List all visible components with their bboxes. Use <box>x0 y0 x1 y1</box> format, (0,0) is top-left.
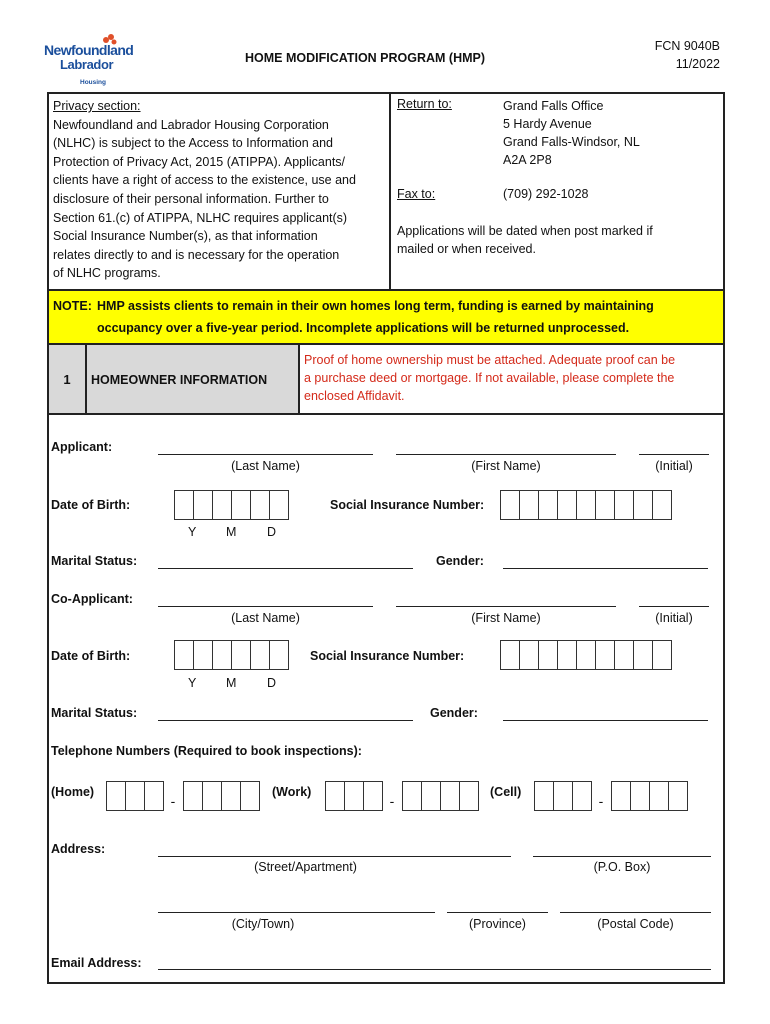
last-name-caption: (Last Name) <box>231 611 300 625</box>
coapplicant-sin-boxes[interactable] <box>500 640 671 670</box>
privacy-heading: Privacy section: <box>53 99 141 113</box>
coapplicant-last-name-field[interactable] <box>158 606 373 607</box>
m-caption: M <box>226 676 237 690</box>
phone-box[interactable] <box>402 781 422 811</box>
address-line: A2A 2P8 <box>503 153 552 167</box>
gender-label: Gender: <box>430 706 478 720</box>
privacy-line: Social Insurance Number(s), as that information <box>53 229 318 244</box>
note-prefix: NOTE: <box>53 299 92 313</box>
work-phone-boxes[interactable] <box>325 781 478 811</box>
city-field[interactable] <box>158 912 435 913</box>
phone-box[interactable] <box>183 781 203 811</box>
dob-box[interactable] <box>174 490 194 520</box>
phone-box[interactable] <box>421 781 441 811</box>
dob-box[interactable] <box>212 640 232 670</box>
dob-box[interactable] <box>212 490 232 520</box>
first-name-caption: (First Name) <box>471 459 541 473</box>
phone-box[interactable] <box>630 781 650 811</box>
phone-box[interactable] <box>572 781 592 811</box>
dob-label: Date of Birth: <box>51 649 131 663</box>
phone-box[interactable] <box>440 781 460 811</box>
address-line: Grand Falls-Windsor, NL <box>503 135 640 149</box>
sin-box[interactable] <box>595 490 615 520</box>
initial-caption: (Initial) <box>655 611 693 625</box>
province-field[interactable] <box>447 912 548 913</box>
form-code <box>640 37 720 73</box>
dob-box[interactable] <box>269 490 289 520</box>
sin-box[interactable] <box>557 490 577 520</box>
postal-caption: (Postal Code) <box>597 917 674 931</box>
phone-box[interactable] <box>363 781 383 811</box>
sin-box[interactable] <box>576 640 596 670</box>
cell-phone-boxes[interactable] <box>534 781 687 811</box>
sin-box[interactable] <box>519 640 539 670</box>
form-code-text: FCN 9040B <box>654 39 720 53</box>
info-divider <box>389 92 391 291</box>
logo-line3: Housing <box>80 79 106 86</box>
form-date: 11/2022 <box>675 57 720 71</box>
sin-box[interactable] <box>652 640 672 670</box>
coapplicant-marital-field[interactable] <box>158 720 413 721</box>
phone-box[interactable] <box>344 781 364 811</box>
work-label: (Work) <box>272 785 312 799</box>
sin-label: Social Insurance Number: <box>310 649 465 663</box>
phone-box[interactable] <box>202 781 222 811</box>
dob-box[interactable] <box>174 640 194 670</box>
applicant-label: Applicant: <box>51 440 113 454</box>
return-note-line: mailed or when received. <box>397 242 536 256</box>
phone-dash: - <box>598 793 604 809</box>
pobox-field[interactable] <box>533 856 711 857</box>
dob-box[interactable] <box>250 490 270 520</box>
logo-line1: Newfoundland <box>44 42 134 58</box>
privacy-line: (NLHC) is subject to the Access to Information and <box>53 136 333 151</box>
privacy-section <box>53 97 388 283</box>
section-number-cell <box>49 345 87 413</box>
sin-box[interactable] <box>500 490 520 520</box>
logo <box>44 38 134 88</box>
sin-box[interactable] <box>614 490 634 520</box>
d-caption: D <box>267 676 277 690</box>
cell-label: (Cell) <box>490 785 522 799</box>
note-line1: HMP assists clients to remain in their own homes long term, funding is earned by maintaining <box>97 299 654 313</box>
d-caption: D <box>267 525 277 539</box>
logo-line2: Labrador <box>60 57 114 72</box>
gender-label: Gender: <box>436 554 484 568</box>
fax-label: Fax to: <box>397 187 436 201</box>
sin-box[interactable] <box>595 640 615 670</box>
phone-dash: - <box>389 793 395 809</box>
y-caption: Y <box>188 525 197 539</box>
street-field[interactable] <box>158 856 511 857</box>
sin-label: Social Insurance Number: <box>330 498 485 512</box>
phone-box[interactable] <box>668 781 688 811</box>
privacy-line: Newfoundland and Labrador Housing Corporation <box>53 117 329 132</box>
coapplicant-gender-field[interactable] <box>503 720 708 721</box>
sin-box[interactable] <box>576 490 596 520</box>
privacy-line: Section 61.(c) of ATIPPA, NLHC requires applicant(s) <box>53 210 348 225</box>
applicant-marital-field[interactable] <box>158 568 413 569</box>
dob-box[interactable] <box>269 640 289 670</box>
phone-box[interactable] <box>240 781 260 811</box>
phone-box[interactable] <box>649 781 669 811</box>
sin-box[interactable] <box>652 490 672 520</box>
phone-box[interactable] <box>125 781 145 811</box>
phone-box[interactable] <box>144 781 164 811</box>
coapplicant-initial-field[interactable] <box>639 606 709 607</box>
telephone-label: Telephone Numbers (Required to book inspections): <box>51 744 362 758</box>
marital-label: Marital Status: <box>51 554 138 568</box>
phone-box[interactable] <box>459 781 479 811</box>
dob-box[interactable] <box>193 640 213 670</box>
coapplicant-label: Co-Applicant: <box>51 592 133 606</box>
street-caption: (Street/Apartment) <box>254 860 357 874</box>
dob-box[interactable] <box>231 490 251 520</box>
postal-code-field[interactable] <box>560 912 711 913</box>
m-caption: M <box>226 525 237 539</box>
home-phone-boxes[interactable] <box>106 781 259 811</box>
email-label: Email Address: <box>51 956 142 970</box>
phone-dash: - <box>170 793 176 809</box>
section-title: HOMEOWNER INFORMATION <box>91 373 268 387</box>
initial-caption: (Initial) <box>655 459 693 473</box>
sin-box[interactable] <box>519 490 539 520</box>
sin-box[interactable] <box>633 490 653 520</box>
dob-box[interactable] <box>231 640 251 670</box>
proof-line: enclosed Affidavit. <box>304 389 405 403</box>
section-title-cell <box>87 345 300 413</box>
y-caption: Y <box>188 676 197 690</box>
proof-line: a purchase deed or mortgage. If not available, please complete the <box>304 371 675 385</box>
privacy-line: disclosure of their personal information. Further to <box>53 191 329 206</box>
note-banner <box>47 291 725 343</box>
sin-box[interactable] <box>500 640 520 670</box>
home-label: (Home) <box>51 785 95 799</box>
section-number: 1 <box>63 372 71 387</box>
dob-box[interactable] <box>250 640 270 670</box>
first-name-caption: (First Name) <box>471 611 541 625</box>
dob-label: Date of Birth: <box>51 498 131 512</box>
last-name-caption: (Last Name) <box>231 459 300 473</box>
return-label: Return to: <box>397 97 452 111</box>
coapplicant-dob-boxes[interactable] <box>174 640 288 670</box>
sin-box[interactable] <box>633 640 653 670</box>
privacy-line: of NLHC programs. <box>53 266 161 281</box>
applicant-last-name-field[interactable] <box>158 454 373 455</box>
coapplicant-first-name-field[interactable] <box>396 606 616 607</box>
sin-box[interactable] <box>538 640 558 670</box>
applicant-gender-field[interactable] <box>503 568 708 569</box>
privacy-line: relates directly to and is necessary for the operation <box>53 247 340 262</box>
phone-box[interactable] <box>534 781 554 811</box>
applicant-sin-boxes[interactable] <box>500 490 671 520</box>
email-field[interactable] <box>158 969 711 970</box>
phone-box[interactable] <box>221 781 241 811</box>
phone-box[interactable] <box>106 781 126 811</box>
return-address <box>503 97 640 169</box>
section-header <box>47 343 725 415</box>
address-label: Address: <box>51 842 106 856</box>
sin-box[interactable] <box>538 490 558 520</box>
return-note <box>397 222 653 258</box>
phone-box[interactable] <box>325 781 345 811</box>
applicant-initial-field[interactable] <box>639 454 709 455</box>
note-line2: occupancy over a five-year period. Incomplete applications will be returned unprocessed. <box>97 321 630 335</box>
dob-box[interactable] <box>193 490 213 520</box>
phone-box[interactable] <box>611 781 631 811</box>
phone-box[interactable] <box>553 781 573 811</box>
pobox-caption: (P.O. Box) <box>593 860 651 874</box>
applicant-dob-boxes[interactable] <box>174 490 288 520</box>
proof-notice <box>304 351 675 405</box>
page-title: HOME MODIFICATION PROGRAM (HMP) <box>245 51 486 65</box>
marital-label: Marital Status: <box>51 706 138 720</box>
address-line: 5 Hardy Avenue <box>503 117 592 131</box>
city-caption: (City/Town) <box>231 917 295 931</box>
applicant-first-name-field[interactable] <box>396 454 616 455</box>
fax-number: (709) 292-1028 <box>503 187 589 201</box>
sin-box[interactable] <box>557 640 577 670</box>
return-note-line: Applications will be dated when post marked if <box>397 224 653 238</box>
sin-box[interactable] <box>614 640 634 670</box>
address-line: Grand Falls Office <box>503 99 604 113</box>
province-caption: (Province) <box>469 917 526 931</box>
privacy-line: Protection of Privacy Act, 2015 (ATIPPA). Applicants/ <box>53 154 346 169</box>
privacy-line: clients have a right of access to the existence, use and <box>53 173 356 188</box>
proof-line: Proof of home ownership must be attached. Adequate proof can be <box>304 353 676 367</box>
